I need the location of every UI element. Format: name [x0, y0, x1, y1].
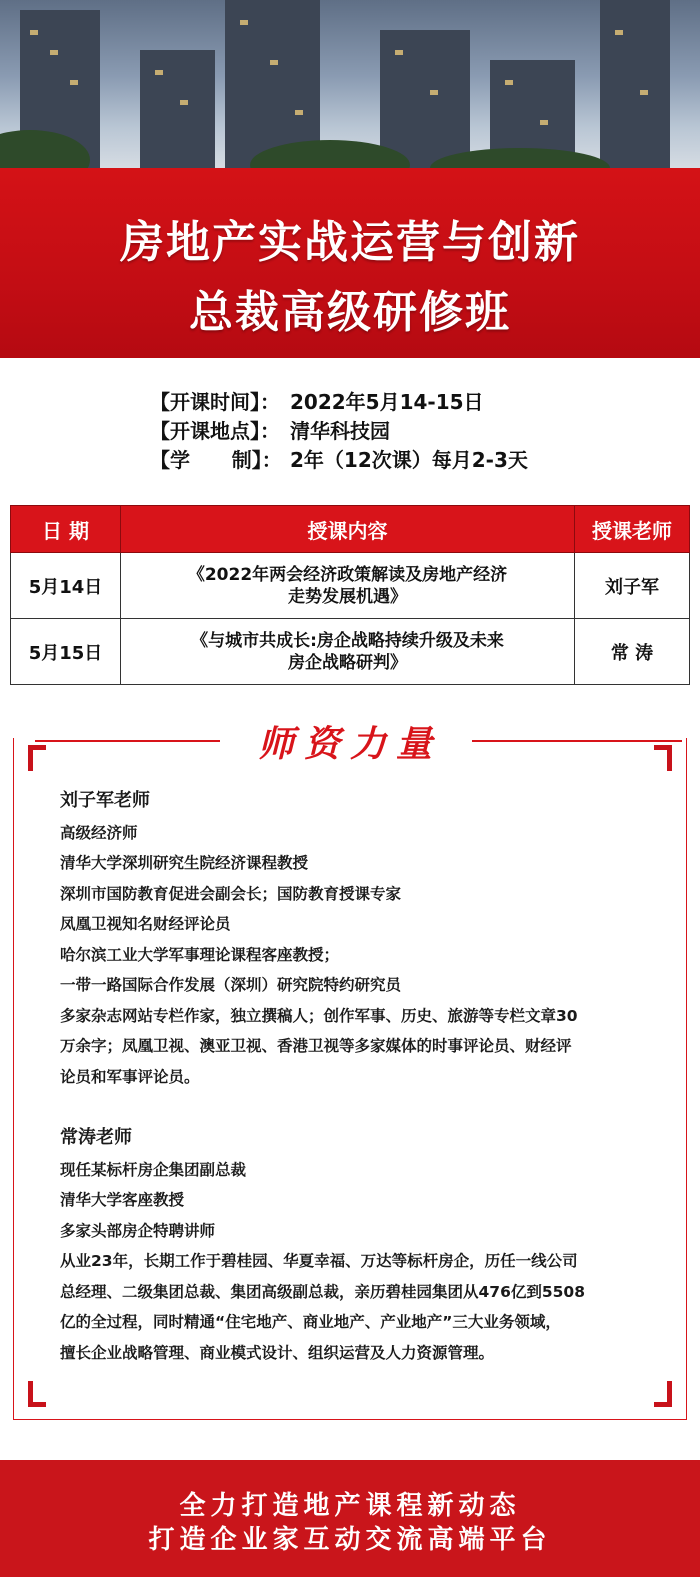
row-teacher: 常 涛	[575, 619, 690, 685]
profile-line: 亿的全过程，同时精通“住宅地产、商业地产、产业地产”三大业务领域，	[60, 1313, 561, 1331]
header-content: 授课内容	[121, 506, 575, 553]
info-row-time	[150, 388, 610, 417]
teacher-name: 刘子军老师	[60, 790, 150, 811]
content-line: 房企战略研判》	[288, 652, 407, 673]
profile-line: 总经理、二级集团总裁、集团高级副总裁，亲历碧桂园集团从476亿到5508	[60, 1282, 585, 1301]
info-value: 清华科技园	[290, 419, 390, 443]
teacher-profile	[60, 786, 655, 1092]
corner-decoration	[28, 1381, 46, 1407]
header-date: 日 期	[11, 506, 121, 553]
table-row	[11, 619, 690, 685]
faculty-profiles	[60, 786, 655, 1368]
profile-line: 凤凰卫视知名财经评论员	[60, 915, 231, 933]
info-row-duration	[150, 446, 610, 475]
profile-line: 多家头部房企特聘讲师	[60, 1221, 216, 1240]
row-teacher: 刘子军	[575, 553, 690, 619]
profile-line: 从业23年，长期工作于碧桂园、华夏幸福、万达等标杆房企，历任一线公司	[60, 1252, 578, 1270]
course-info	[150, 388, 610, 475]
slogan-line-1: 全力打造地产课程新动态	[179, 1491, 521, 1521]
info-label: 【开课地点】：	[150, 419, 280, 443]
profile-line: 万余字；凤凰卫视、澳亚卫视、香港卫视等多家媒体的时事评论员、财经评	[60, 1037, 572, 1055]
profile-line: 深圳市国防教育促进会副会长；国防教育授课专家	[60, 884, 402, 903]
header-teacher: 授课老师	[575, 506, 690, 553]
row-date: 5月14日	[11, 553, 121, 619]
footer-slogan	[0, 1460, 700, 1577]
profile-line: 哈尔滨工业大学军事理论课程客座教授；	[60, 945, 340, 964]
profile-line: 擅长企业战略管理、商业模式设计、组织运营及人力资源管理。	[60, 1343, 495, 1362]
row-content	[121, 619, 575, 685]
title-banner	[0, 168, 700, 358]
teacher-profile	[60, 1123, 655, 1368]
profile-line: 清华大学客座教授	[60, 1191, 185, 1209]
faculty-section-header	[0, 712, 700, 768]
corner-decoration	[654, 1381, 672, 1407]
table-header-row	[11, 506, 690, 553]
info-label: 【开课时间】：	[150, 390, 280, 414]
profile-line: 多家杂志网站专栏作家，独立撰稿人；创作军事、历史、旅游等专栏文章30	[60, 1006, 578, 1025]
info-value: 2年（12次课）每月2-3天	[290, 448, 528, 472]
title-line-1: 房地产实战运营与创新	[120, 217, 580, 268]
profile-line: 现任某标杆房企集团副总裁	[60, 1160, 247, 1179]
info-row-location	[150, 417, 610, 446]
table-row	[11, 553, 690, 619]
content-line: 走势发展机遇》	[288, 586, 407, 607]
header-building-photo	[0, 0, 700, 170]
profile-line: 论员和军事评论员。	[60, 1067, 200, 1086]
info-label: 【学 制】：	[150, 448, 282, 472]
info-value: 2022年5月14-15日	[290, 390, 484, 414]
faculty-section-title: 师资力量	[257, 724, 442, 765]
profile-line: 一带一路国际合作发展（深圳）研究院特约研究员	[60, 976, 402, 994]
content-line: 《与城市共成长:房企战略持续升级及未来	[191, 630, 504, 651]
row-date: 5月15日	[11, 619, 121, 685]
teacher-name: 常涛老师	[60, 1127, 132, 1148]
title-line-2: 总裁高级研修班	[189, 287, 511, 338]
profile-line: 清华大学深圳研究生院经济课程教授	[60, 854, 309, 872]
profile-line: 高级经济师	[60, 823, 138, 842]
row-content	[121, 553, 575, 619]
slogan-line-2: 打造企业家互动交流高端平台	[148, 1525, 552, 1555]
content-line: 《2022年两会经济政策解读及房地产经济	[187, 564, 508, 585]
schedule-table	[10, 505, 690, 685]
